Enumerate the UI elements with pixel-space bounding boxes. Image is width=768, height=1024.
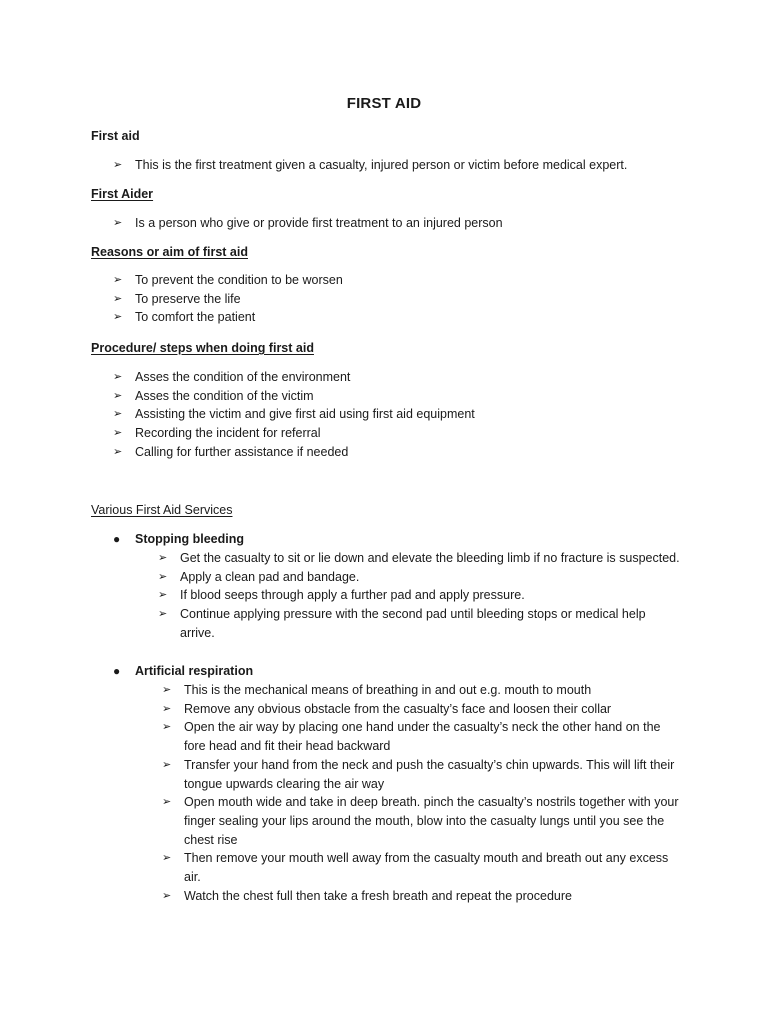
arrow-bullet-icon: ➢: [162, 702, 172, 715]
list-item: ➢ Is a person who give or provide first treatment to an injured person: [113, 214, 713, 233]
list-item: ➢ Continue applying pressure with the second pad until bleeding stops or medical help arrive.: [158, 607, 646, 640]
section-heading-services: Various First Aid Services: [91, 503, 233, 517]
round-bullet-icon: ●: [113, 532, 121, 546]
service-list-stopping-bleeding: [158, 549, 683, 643]
arrow-bullet-icon: ➢: [113, 389, 123, 402]
list-item: ➢ Watch the chest full then take a fresh breath and repeat the procedure: [162, 887, 684, 906]
list-item: ➢ Get the casualty to sit or lie down and elevate the bleeding limb if no fracture is suspected.: [158, 549, 683, 568]
arrow-bullet-icon: ➢: [162, 684, 172, 696]
arrow-bullet-icon: ➢: [113, 217, 123, 229]
list-item: ➢ Remove any obvious obstacle from the casualty’s face and loosen their collar: [162, 700, 684, 719]
list-item: ➢ Apply a clean pad and bandage.: [158, 568, 683, 587]
service-list-artificial-respiration: [162, 681, 684, 905]
arrow-bullet-icon: ➢: [113, 292, 123, 305]
list-item: ➢ Asses the condition of the victim: [113, 387, 713, 406]
arrow-bullet-icon: ➢: [113, 445, 123, 458]
arrow-bullet-icon: ➢: [162, 796, 172, 809]
list-item: ➢ To preserve the life: [113, 290, 713, 309]
service-title-artificial-respiration: ● Artificial respiration: [113, 664, 254, 678]
list-item: ➢ Then remove your mouth well away from the casualty mouth and breath out any excess air.: [162, 851, 669, 885]
arrow-bullet-icon: ➢: [113, 408, 123, 421]
list-item: ➢ Transfer your hand from the neck and push the casualty’s chin upwards. This will lift their tongue upwards clearing the air way: [162, 757, 675, 791]
section-heading-first-aid: First aid: [91, 129, 140, 143]
section-list-first-aider: [113, 214, 713, 233]
section-heading-procedure: Procedure/ steps when doing first aid: [91, 341, 314, 355]
arrow-bullet-icon: ➢: [162, 889, 172, 902]
arrow-bullet-icon: ➢: [158, 552, 168, 564]
list-item: ➢ This is the first treatment given a casualty, injured person or victim before medical expert.: [113, 156, 713, 175]
list-item: ➢ To prevent the condition to be worsen: [113, 271, 713, 290]
list-item: ➢ Assisting the victim and give first aid using first aid equipment: [113, 405, 713, 424]
section-heading-first-aider: First Aider: [91, 187, 154, 201]
section-list-procedure: [113, 368, 713, 462]
arrow-bullet-icon: ➢: [162, 852, 172, 865]
section-list-first-aid: [113, 156, 713, 175]
arrow-bullet-icon: ➢: [158, 589, 168, 602]
list-item: ➢ To comfort the patient: [113, 308, 713, 327]
arrow-bullet-icon: ➢: [113, 159, 123, 171]
arrow-bullet-icon: ➢: [158, 608, 168, 621]
round-bullet-icon: ●: [113, 664, 121, 678]
arrow-bullet-icon: ➢: [113, 371, 123, 383]
arrow-bullet-icon: ➢: [162, 721, 172, 734]
page-title: FIRST AID: [346, 95, 422, 112]
arrow-bullet-icon: ➢: [113, 311, 123, 324]
list-item: ➢ This is the mechanical means of breathing in and out e.g. mouth to mouth: [162, 681, 684, 700]
arrow-bullet-icon: ➢: [158, 570, 168, 583]
list-item: ➢ Calling for further assistance if needed: [113, 443, 713, 462]
arrow-bullet-icon: ➢: [113, 427, 123, 440]
list-item: ➢ Open the air way by placing one hand under the casualty’s neck the other hand on the fore head and fit their head backward: [162, 720, 661, 754]
list-item: ➢ Open mouth wide and take in deep breath. pinch the casualty’s nostrils together with your finger sealing your lips around the mouth, blow into the casualty lungs until you see the chest rise: [162, 795, 679, 847]
service-title-stopping-bleeding: ● Stopping bleeding: [113, 532, 245, 546]
list-item: ➢ Recording the incident for referral: [113, 424, 713, 443]
arrow-bullet-icon: ➢: [162, 758, 172, 771]
section-heading-reasons: Reasons or aim of first aid: [91, 245, 248, 259]
list-item: ➢ If blood seeps through apply a further pad and apply pressure.: [158, 586, 683, 605]
section-list-reasons: [113, 271, 713, 327]
list-item: ➢ Asses the condition of the environment: [113, 368, 713, 387]
arrow-bullet-icon: ➢: [113, 274, 123, 286]
